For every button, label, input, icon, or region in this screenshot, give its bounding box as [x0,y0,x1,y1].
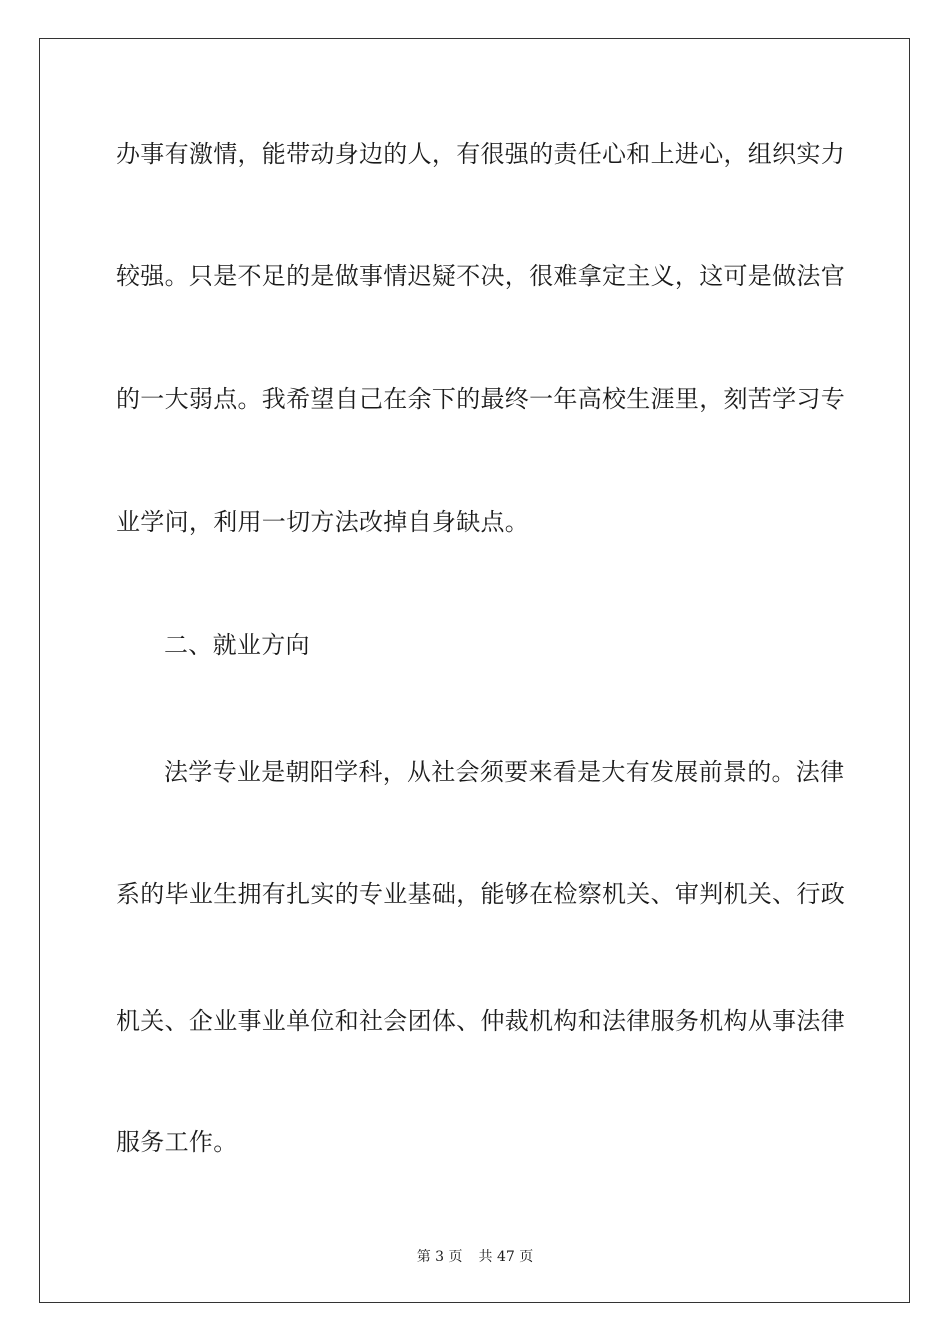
paragraph-line: 服务工作。 [116,1128,238,1156]
page-footer [0,1248,950,1266]
paragraph-line: 较强。只是不足的是做事情迟疑不决，很难拿定主义，这可是做法官 [116,262,845,290]
paragraph-line: 机关、企业事业单位和社会团体、仲裁机构和法律服务机构从事法律 [116,1007,845,1035]
paragraph-line: 办事有激情，能带动身边的人，有很强的责任心和上进心，组织实力 [116,140,845,168]
page-border [39,38,910,1303]
total-pages: 共 47 页 [478,1249,534,1265]
paragraph-line: 法学专业是朝阳学科，从社会须要来看是大有发展前景的。法律 [164,758,845,786]
paragraph-line: 的一大弱点。我希望自己在余下的最终一年高校生涯里，刻苦学习专 [116,385,845,413]
page-number: 第 3 页 [416,1249,463,1265]
section-heading: 二、就业方向 [164,631,310,659]
paragraph-line: 系的毕业生拥有扎实的专业基础，能够在检察机关、审判机关、行政 [116,880,845,908]
paragraph-line: 业学问，利用一切方法改掉自身缺点。 [116,508,530,536]
